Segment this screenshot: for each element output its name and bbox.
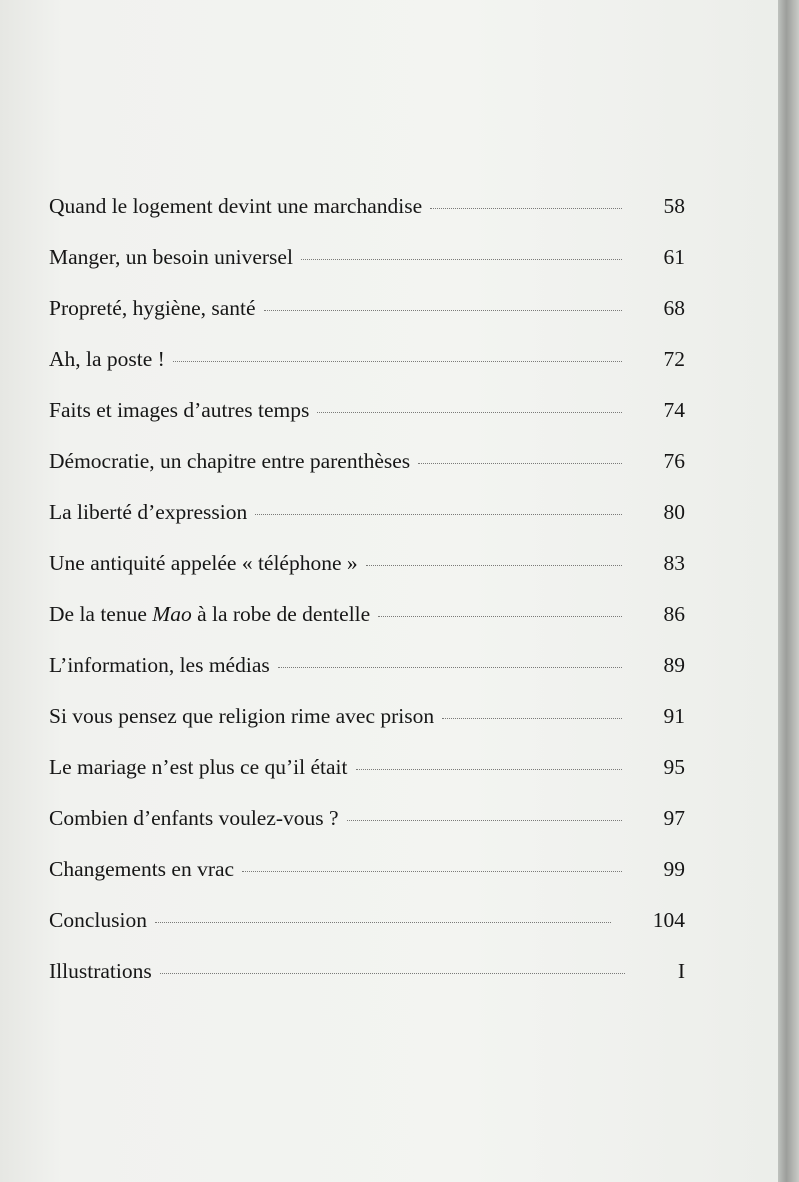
page-edge — [778, 0, 799, 1182]
toc-entry — [49, 857, 685, 908]
toc-entry-title-end: à la robe de dentelle — [191, 602, 371, 626]
toc-entry-page: 86 — [663, 602, 685, 626]
toc-entry — [49, 653, 685, 704]
dot-leader — [160, 973, 625, 974]
toc-entry — [49, 755, 685, 806]
dot-leader — [442, 718, 621, 719]
toc-entry-title: L’information, les médias — [49, 653, 270, 677]
dot-leader — [347, 820, 622, 821]
toc-entry-title: Le mariage n’est plus ce qu’il était — [49, 755, 348, 779]
dot-leader — [173, 361, 622, 362]
toc-entry-page: 68 — [663, 296, 685, 320]
toc-entry — [49, 194, 685, 245]
toc-entry-page: 99 — [663, 857, 685, 881]
toc-entry-page: 83 — [663, 551, 685, 575]
toc-entry — [49, 551, 685, 602]
toc-entry-page: 80 — [663, 500, 685, 524]
toc-entry — [49, 908, 685, 959]
toc-entry — [49, 449, 685, 500]
toc-entry-page: 76 — [663, 449, 685, 473]
toc-entry — [49, 806, 685, 857]
toc-entry — [49, 500, 685, 551]
dot-leader — [155, 922, 611, 923]
toc-entry-page: 97 — [663, 806, 685, 830]
toc-entry-title: Quand le logement devint une marchandise — [49, 194, 423, 218]
toc-entry-title: Ah, la poste ! — [49, 347, 165, 371]
toc-entry — [49, 602, 685, 653]
toc-entry — [49, 959, 685, 1010]
toc-entry-title — [49, 602, 370, 627]
toc-entry-title: Propreté, hygiène, santé — [49, 296, 256, 320]
toc-entry — [49, 245, 685, 296]
dot-leader — [366, 565, 622, 566]
dot-leader — [301, 259, 622, 260]
dot-leader — [378, 616, 621, 617]
toc-entry-title: Manger, un besoin universel — [49, 245, 293, 269]
toc-entry-title: Une antiquité appelée « téléphone » — [49, 551, 358, 575]
toc-entry-page: 74 — [663, 398, 685, 422]
toc-entry-title: Si vous pensez que religion rime avec prison — [49, 704, 435, 728]
dot-leader — [264, 310, 622, 311]
toc-entry-page: 61 — [663, 245, 685, 269]
toc-entry-title-start: De la tenue — [49, 602, 153, 626]
toc-entry — [49, 296, 685, 347]
toc-entry — [49, 398, 685, 449]
dot-leader — [418, 463, 621, 464]
toc-entry-page: 104 — [652, 908, 685, 932]
toc-entry-title: Illustrations — [49, 959, 152, 983]
toc-entry-page: I — [677, 959, 685, 983]
dot-leader — [278, 667, 622, 668]
toc-entry-title: Combien d’enfants voulez-vous ? — [49, 806, 339, 830]
toc-entry-title: Faits et images d’autres temps — [49, 398, 310, 422]
table-of-contents — [49, 194, 685, 1010]
toc-entry-page: 95 — [663, 755, 685, 779]
toc-entry — [49, 704, 685, 755]
toc-entry-title: La liberté d’expression — [49, 500, 248, 524]
dot-leader — [317, 412, 621, 413]
dot-leader — [255, 514, 621, 515]
dot-leader — [242, 871, 621, 872]
toc-entry-title: Démocratie, un chapitre entre parenthèses — [49, 449, 411, 473]
toc-entry-page: 72 — [663, 347, 685, 371]
toc-entry-page: 89 — [663, 653, 685, 677]
toc-entry — [49, 347, 685, 398]
toc-entry-page: 91 — [663, 704, 685, 728]
dot-leader — [430, 208, 621, 209]
dot-leader — [356, 769, 622, 770]
toc-entry-title-italic: Mao — [152, 602, 192, 626]
toc-entry-page: 58 — [663, 194, 685, 218]
toc-entry-title: Changements en vrac — [49, 857, 235, 881]
toc-entry-title: Conclusion — [49, 908, 147, 932]
